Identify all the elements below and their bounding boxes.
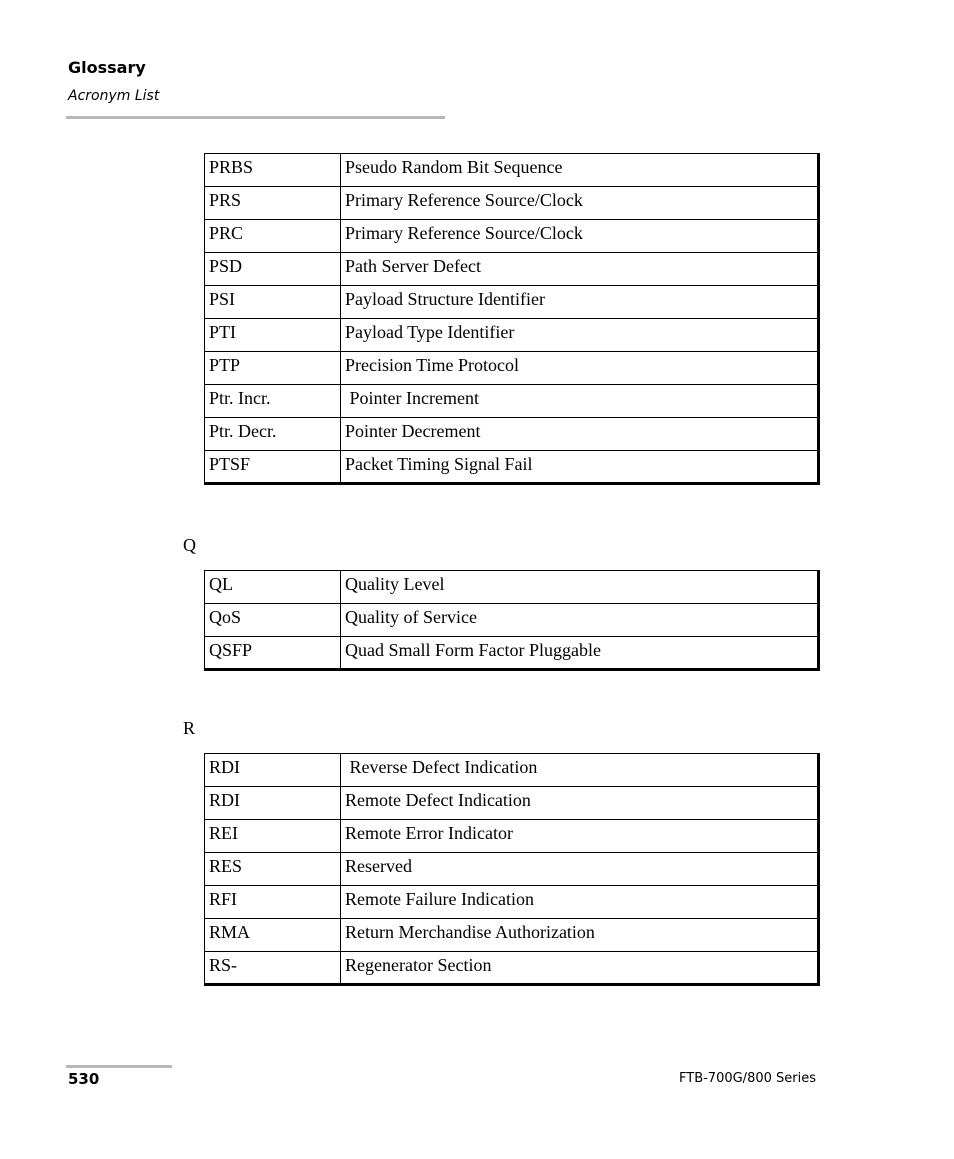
acronym-cell: PRBS (205, 154, 341, 187)
table-row (205, 571, 819, 604)
acronym-cell: RFI (205, 886, 341, 919)
definition-cell: Reverse Defect Indication (341, 754, 819, 787)
definition-cell: Remote Error Indicator (341, 820, 819, 853)
table-row (205, 919, 819, 952)
table-row (205, 154, 819, 187)
page-header-subtitle: Acronym List (68, 88, 160, 104)
definition-cell: Return Merchandise Authorization (341, 919, 819, 952)
section-letter-r: R (183, 718, 196, 738)
definition-cell: Quality Level (341, 571, 819, 604)
definition-cell: Quality of Service (341, 604, 819, 637)
table-row (205, 604, 819, 637)
footer-divider (66, 1065, 172, 1068)
table-row (205, 787, 819, 820)
definition-cell: Regenerator Section (341, 952, 819, 985)
acronym-cell: PSD (205, 253, 341, 286)
acronym-table-r (204, 753, 820, 986)
acronym-cell: RES (205, 853, 341, 886)
acronym-table-q (204, 570, 820, 671)
table-row (205, 385, 819, 418)
definition-cell: Pointer Decrement (341, 418, 819, 451)
acronym-cell: PTI (205, 319, 341, 352)
table-row (205, 253, 819, 286)
acronym-cell: QoS (205, 604, 341, 637)
acronym-cell: PTSF (205, 451, 341, 484)
definition-cell: Packet Timing Signal Fail (341, 451, 819, 484)
acronym-cell: RMA (205, 919, 341, 952)
table-row (205, 220, 819, 253)
table-row (205, 352, 819, 385)
acronym-table-p (204, 153, 820, 485)
section-letter-q: Q (183, 535, 196, 555)
definition-cell: Quad Small Form Factor Pluggable (341, 637, 819, 670)
table-row (205, 754, 819, 787)
page-number: 530 (68, 1070, 100, 1088)
definition-cell: Pointer Increment (341, 385, 819, 418)
acronym-cell: REI (205, 820, 341, 853)
table-row (205, 886, 819, 919)
table-row (205, 187, 819, 220)
definition-cell: Remote Defect Indication (341, 787, 819, 820)
table-row (205, 952, 819, 985)
definition-cell: Precision Time Protocol (341, 352, 819, 385)
table-row (205, 451, 819, 484)
definition-cell: Payload Type Identifier (341, 319, 819, 352)
acronym-cell: PSI (205, 286, 341, 319)
acronym-cell: PTP (205, 352, 341, 385)
product-series: FTB-700G/800 Series (679, 1071, 816, 1086)
table-row (205, 319, 819, 352)
acronym-cell: PRC (205, 220, 341, 253)
definition-cell: Primary Reference Source/Clock (341, 187, 819, 220)
page-header-title: Glossary (68, 58, 146, 77)
table-row (205, 418, 819, 451)
acronym-cell: Ptr. Incr. (205, 385, 341, 418)
table-row (205, 286, 819, 319)
definition-cell: Path Server Defect (341, 253, 819, 286)
definition-cell: Reserved (341, 853, 819, 886)
definition-cell: Payload Structure Identifier (341, 286, 819, 319)
acronym-cell: RDI (205, 787, 341, 820)
table-row (205, 820, 819, 853)
acronym-cell: QSFP (205, 637, 341, 670)
acronym-cell: PRS (205, 187, 341, 220)
table-row (205, 853, 819, 886)
header-divider (66, 116, 445, 119)
acronym-cell: RDI (205, 754, 341, 787)
definition-cell: Pseudo Random Bit Sequence (341, 154, 819, 187)
definition-cell: Remote Failure Indication (341, 886, 819, 919)
definition-cell: Primary Reference Source/Clock (341, 220, 819, 253)
table-row (205, 637, 819, 670)
acronym-cell: Ptr. Decr. (205, 418, 341, 451)
acronym-cell: RS- (205, 952, 341, 985)
acronym-cell: QL (205, 571, 341, 604)
